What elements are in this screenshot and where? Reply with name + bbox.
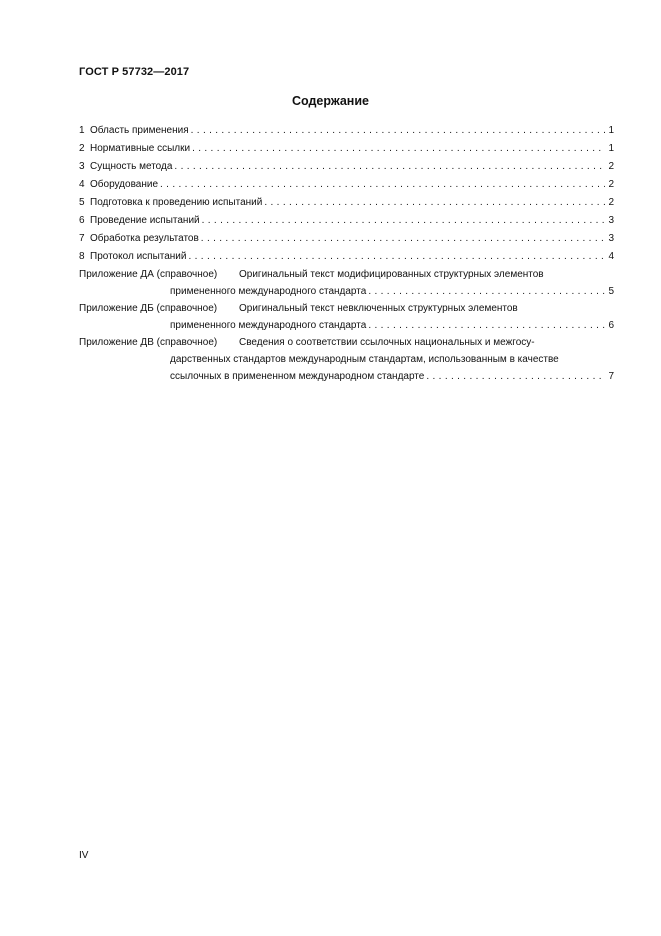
toc-entry-number: 1 (79, 125, 85, 136)
dot-leader (201, 230, 606, 248)
toc-entry[interactable] (79, 248, 614, 266)
dot-leader (368, 317, 605, 334)
toc-entry-page: 3 (608, 233, 614, 244)
toc-entry-title: Оборудование (90, 179, 159, 190)
toc-entry-page: 1 (608, 125, 614, 136)
dot-leader (174, 158, 605, 176)
toc-entry-number: 3 (79, 161, 85, 172)
annex-prefix: Приложение ДА (справочное) (79, 269, 218, 280)
annex-title-line: примененного международного стандарта (170, 286, 367, 297)
toc-entry-title: Протокол испытаний (90, 251, 187, 262)
toc-entry-number: 8 (79, 251, 85, 262)
dot-leader (191, 122, 606, 140)
toc-annex-dv[interactable] (79, 334, 614, 385)
toc-entry-page: 2 (608, 197, 614, 208)
doc-code: ГОСТ Р 57732—2017 (79, 66, 190, 78)
toc-entry-title: Обработка результатов (90, 233, 199, 244)
dot-leader (426, 368, 605, 385)
annex-title-line: примененного международного стандарта (170, 320, 367, 331)
toc-entry[interactable] (79, 158, 614, 176)
toc-entry[interactable] (79, 176, 614, 194)
toc-entry-title: Нормативные ссылки (90, 143, 191, 154)
annex-title-line: Оригинальный текст невключенных структурных элементов (239, 303, 518, 314)
dot-leader (264, 194, 605, 212)
annex-page: 7 (608, 371, 614, 382)
dot-leader (192, 140, 605, 158)
toc-entry-title: Область применения (90, 125, 189, 136)
toc-entry-number: 2 (79, 143, 85, 154)
page-number: IV (79, 850, 89, 861)
toc-entry-title: Подготовка к проведению испытаний (90, 197, 263, 208)
annex-title-line: Оригинальный текст модифицированных структурных элементов (239, 269, 544, 280)
table-of-contents (79, 122, 614, 385)
toc-title: Содержание (291, 94, 369, 108)
toc-entry-title: Сущность метода (90, 161, 173, 172)
annex-title-line: Сведения о соответствии ссылочных национальных и межгосу- (239, 337, 535, 348)
annex-prefix: Приложение ДБ (справочное) (79, 303, 218, 314)
toc-entry-page: 4 (608, 251, 614, 262)
annex-title-line: дарственных стандартов международным стандартам, использованным в качестве (170, 354, 559, 365)
toc-entry-number: 5 (79, 197, 85, 208)
toc-entry-number: 4 (79, 179, 85, 190)
toc-entry[interactable] (79, 212, 614, 230)
toc-annex-da[interactable] (79, 266, 614, 300)
toc-entry[interactable] (79, 122, 614, 140)
toc-entry-title: Проведение испытаний (90, 215, 200, 226)
dot-leader (368, 283, 605, 300)
annex-page: 5 (608, 286, 614, 297)
toc-entry-page: 2 (608, 179, 614, 190)
dot-leader (202, 212, 606, 230)
toc-entry-page: 2 (608, 161, 614, 172)
toc-entry[interactable] (79, 140, 614, 158)
annex-title-line: ссылочных в примененном международном стандарте (170, 371, 425, 382)
toc-entry-number: 7 (79, 233, 85, 244)
annex-prefix: Приложение ДВ (справочное) (79, 337, 218, 348)
toc-entry[interactable] (79, 194, 614, 212)
toc-annex-db[interactable] (79, 300, 614, 334)
toc-entry-number: 6 (79, 215, 85, 226)
dot-leader (188, 248, 605, 266)
annex-page: 6 (608, 320, 614, 331)
dot-leader (160, 176, 605, 194)
toc-entry-page: 1 (608, 143, 614, 154)
toc-entry[interactable] (79, 230, 614, 248)
toc-entry-page: 3 (608, 215, 614, 226)
